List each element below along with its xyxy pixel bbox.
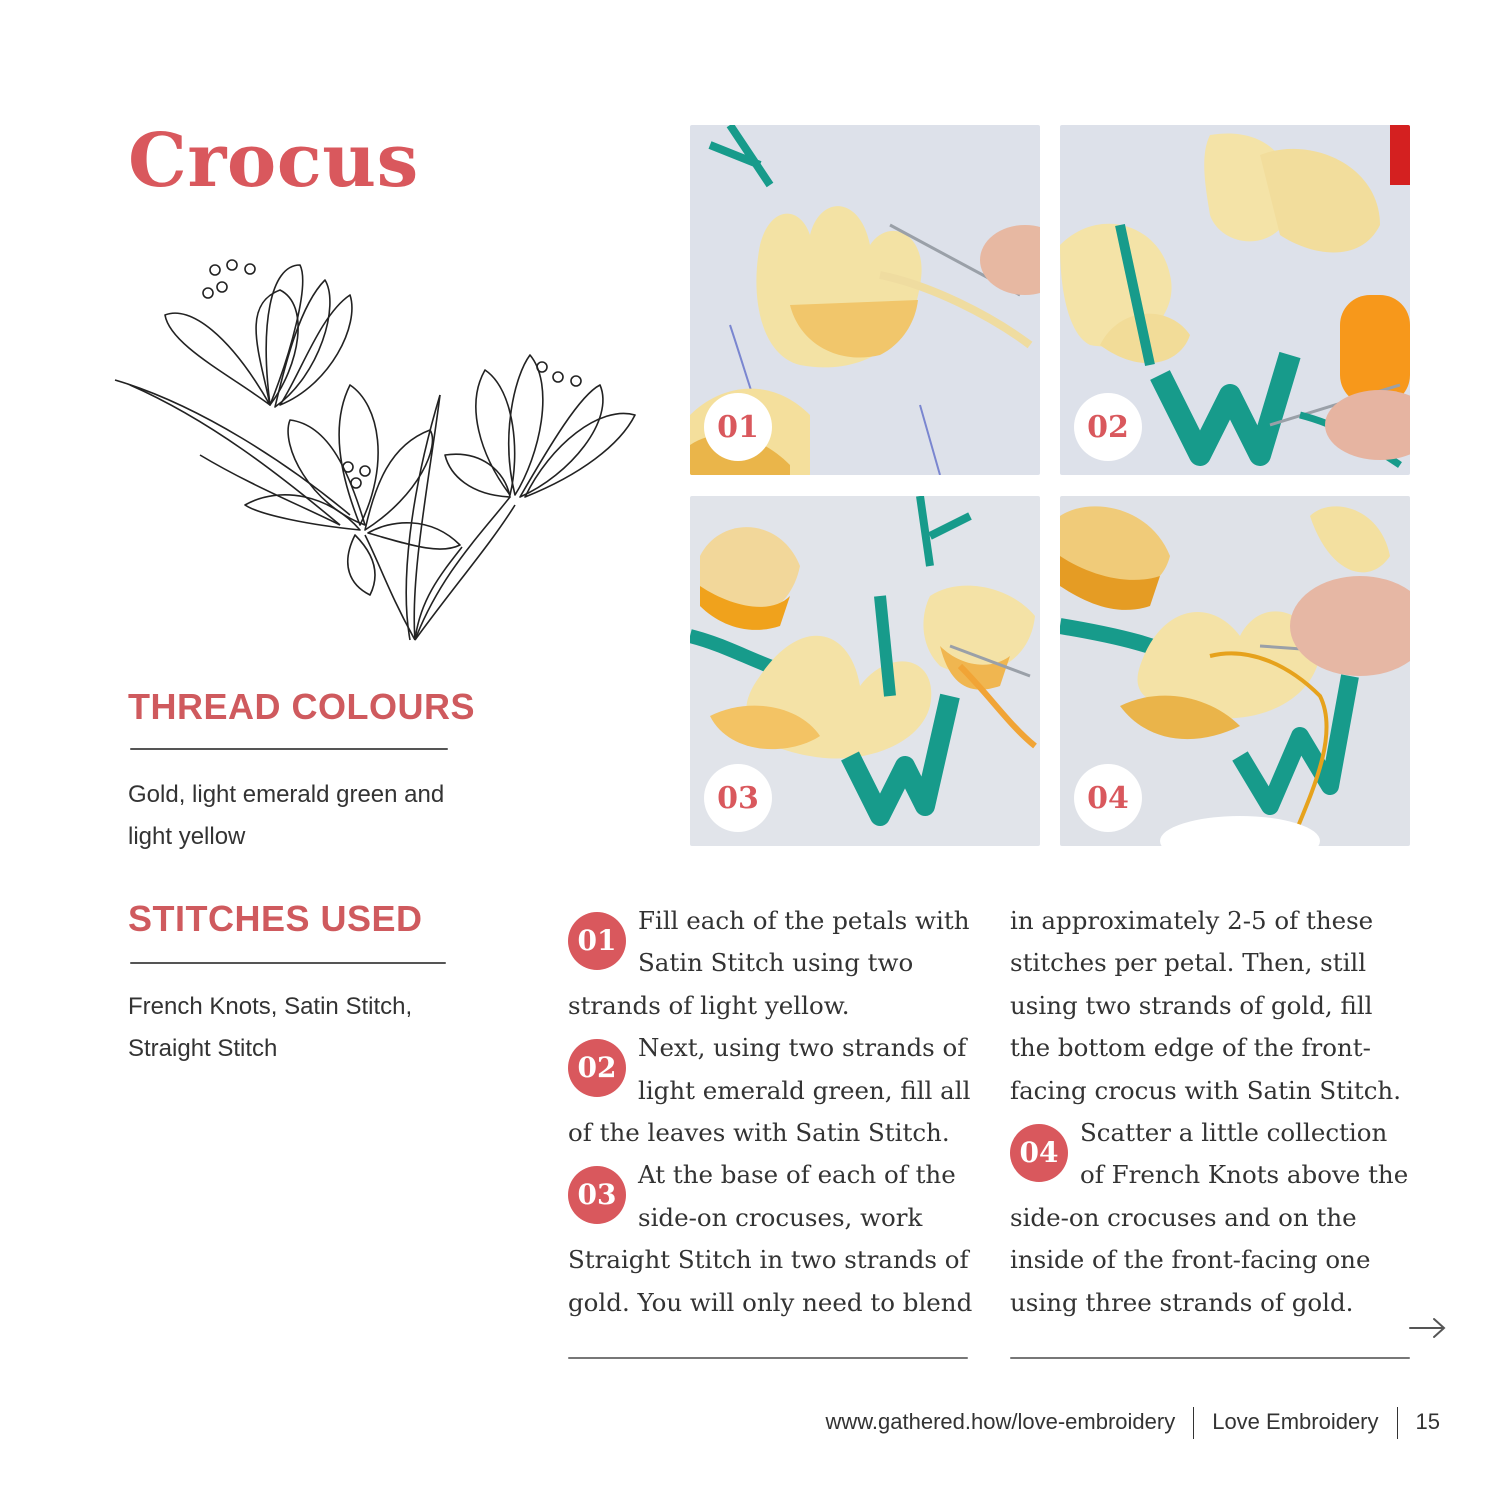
step-number-03: 03 (568, 1166, 626, 1224)
stitches-used-divider (130, 962, 446, 964)
step-text-04: Scatter a little collection of French Knots above the side-on crocuses and on the inside of the front-facing one using three strands of gold. (1010, 1118, 1409, 1317)
step-03 (568, 1154, 973, 1324)
step-number-02: 02 (568, 1039, 626, 1097)
step-text-02: Next, using two strands of light emerald green, fill all of the leaves with Satin Stitch. (568, 1033, 971, 1148)
step-text-01: Fill each of the petals with Satin Stitch using two strands of light yellow. (568, 906, 970, 1020)
steps-column-right (1010, 900, 1410, 1324)
footer-separator (1397, 1407, 1398, 1439)
step-photo-01 (690, 125, 1040, 475)
photo-label-03: 03 (704, 764, 772, 832)
page-title: Crocus (128, 118, 419, 204)
step-photo-04 (1060, 496, 1410, 846)
step-number-01: 01 (568, 912, 626, 970)
step-03-continued: in approximately 2-5 of these stitches per petal. Then, still using two strands of gold, fill the bottom edge of the front-facing crocus with Satin Stitch. (1010, 906, 1401, 1105)
steps-divider-right (1010, 1357, 1410, 1359)
thread-colours-heading: THREAD COLOURS (128, 686, 475, 727)
page-footer (825, 1407, 1440, 1439)
footer-page-number: 15 (1415, 1408, 1440, 1434)
thread-colours-text: Gold, light emerald green and light yellow (128, 781, 445, 850)
footer-separator (1193, 1407, 1194, 1439)
step-01 (568, 900, 973, 1027)
footer-url[interactable]: www.gathered.how/love-embroidery (825, 1408, 1176, 1434)
next-arrow-icon[interactable] (1408, 1316, 1448, 1340)
steps-column-left (568, 900, 973, 1324)
footer-magazine: Love Embroidery (1212, 1408, 1379, 1434)
crocus-pattern-illustration (110, 245, 650, 645)
photo-label-02: 02 (1074, 393, 1142, 461)
step-number-04: 04 (1010, 1124, 1068, 1182)
step-02 (568, 1027, 973, 1154)
step-photo-02 (1060, 125, 1410, 475)
photo-label-04: 04 (1074, 764, 1142, 832)
step-04 (1010, 1112, 1410, 1324)
step-text-03: At the base of each of the side-on crocuses, work Straight Stitch in two strands of gold. You will only need to blend (568, 1160, 973, 1317)
steps-divider-left (568, 1357, 968, 1359)
thread-colours-divider (130, 748, 448, 750)
stitches-used-text: French Knots, Satin Stitch, Straight Stitch (128, 993, 413, 1062)
photo-label-01: 01 (704, 393, 772, 461)
step-photo-03 (690, 496, 1040, 846)
stitches-used-heading: STITCHES USED (128, 898, 423, 939)
